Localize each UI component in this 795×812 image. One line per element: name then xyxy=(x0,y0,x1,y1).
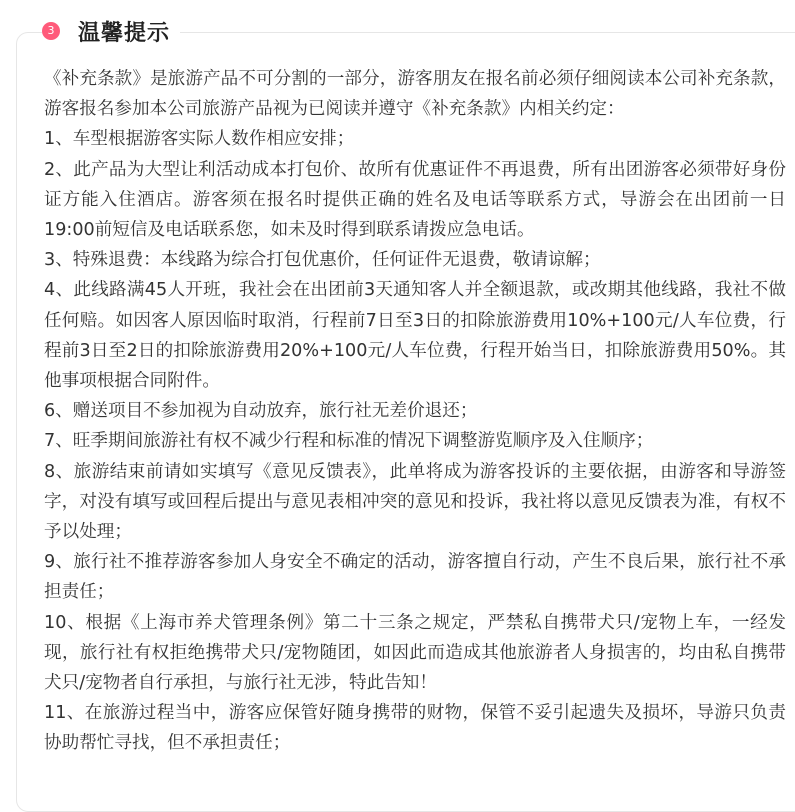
tip-item-3: 3、特殊退费：本线路为综合打包优惠价，任何证件无退费，敬请谅解； xyxy=(44,250,601,271)
tip-item-7: 7、旺季期间旅游社有权不减少行程和标准的情况下调整游览顺序及入住顺序； xyxy=(44,431,654,452)
tip-item-1: 1、车型根据游客实际人数作相应安排； xyxy=(44,129,355,150)
tip-item-11: 11、在旅游过程当中，游客应保管好随身携带的财物，保管不妥引起遗失及损坏，导游只负责协助帮忙寻找，但不承担责任； xyxy=(44,703,786,754)
tip-item-8: 8、旅游结束前请如实填写《意见反馈表》，此单将成为游客投诉的主要依据，由游客和导游签字，对没有填写或回程后提出与意见表相冲突的意见和投诉，我社将以意见反馈表为准，有权不予以处理； xyxy=(44,461,786,543)
tip-item-10: 10、根据《上海市养犬管理条例》第二十三条之规定，严禁私自携带犬只/宠物上车，一经发现，旅行社有权拒绝携带犬只/宠物随团，如因此而造成其他旅游者人身损害的，均由私自携带犬只/宠物者自行承担，与旅行社无涉，特此告知！ xyxy=(44,612,786,694)
tip-item-2: 2、此产品为大型让利活动成本打包价、故所有优惠证件不再退费，所有出团游客必须带好身份证方能入住酒店。游客须在报名时提供正确的姓名及电话等联系方式，导游会在出团前一日19:00前短信及电话联系您，如未及时得到联系请拨应急电话。 xyxy=(44,159,786,241)
section-header xyxy=(42,14,180,48)
tip-item-4: 4、此线路满45人开班，我社会在出团前3天通知客人并全额退款，或改期其他线路，我社不做任何赔。如因客人原因临时取消，行程前7日至3日的扣除旅游费用10%+100元/人车位费，行程前3日至2日的扣除旅游费用20%+100元/人车位费，行程开始当日，扣除旅游费用50%。其他事项根据合同附件。 xyxy=(44,280,786,392)
section-title: 温馨提示 xyxy=(78,20,171,46)
tips-content xyxy=(44,64,786,759)
tip-item-6: 6、赠送项目不参加视为自动放弃，旅行社无差价退还； xyxy=(44,401,478,422)
section-number-badge: 3 xyxy=(42,22,60,40)
intro-paragraph: 《补充条款》是旅游产品不可分割的一部分，游客朋友在报名前必须仔细阅读本公司补充条款，游客报名参加本公司旅游产品视为已阅读并遵守《补充条款》内相关约定： xyxy=(44,69,786,120)
tip-item-9: 9、旅行社不推荐游客参加人身安全不确定的活动，游客擅自行动，产生不良后果，旅行社不承担责任； xyxy=(44,552,786,603)
